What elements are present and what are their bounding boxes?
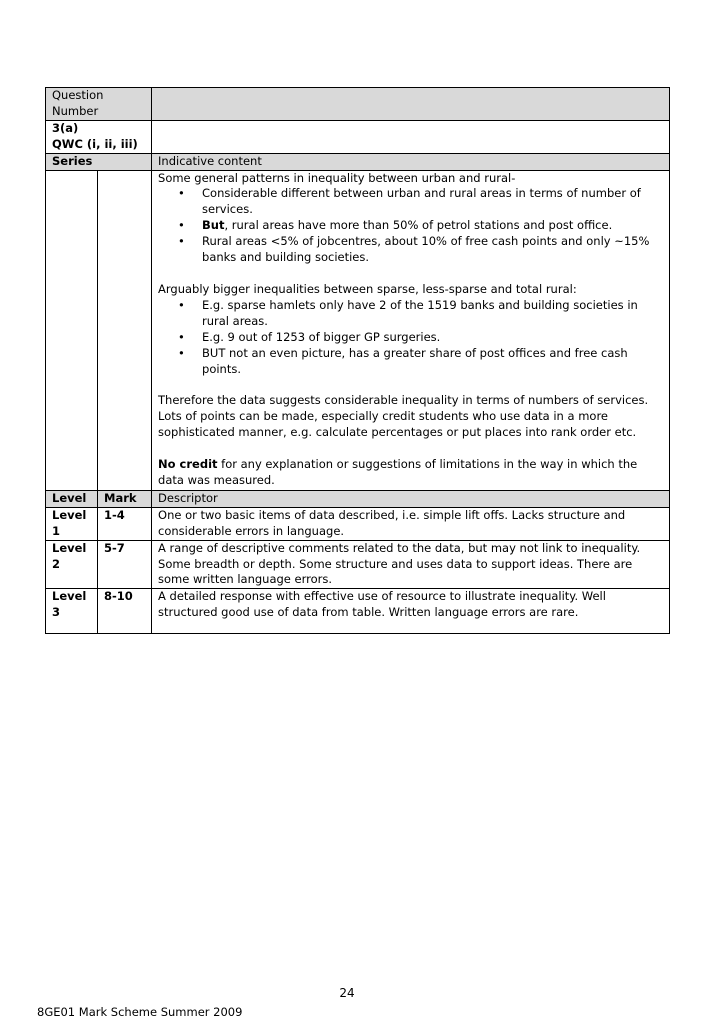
qwc-label: QWC (i, ii, iii) [52,136,138,151]
mark-cell: 1-4 [98,507,152,540]
list-item: • Rural areas <5% of jobcentres, about 10% of free cash points and only ~15% banks and building societies. [178,234,650,265]
level-cell: Level 1 [46,507,98,540]
mark-cell: 5-7 [98,540,152,589]
descriptor-cell: A detailed response with effective use of resource to illustrate inequality. Well structured good use of data from table. Written language errors are rare. [152,589,670,634]
page-number: 24 [339,986,355,1000]
content-row [46,170,670,490]
list-item: • E.g. sparse hamlets only have 2 of the 1519 banks and building societies in rural areas. [178,297,638,328]
list-item: • E.g. 9 out of 1253 of bigger GP surgeries. [178,329,441,344]
list-item: • Considerable different between urban and rural areas in terms of number of services. [178,186,641,217]
descriptor-cell: A range of descriptive comments related to the data, but may not link to inequality. Some breadth or depth. Some structure and uses data to support ideas. There are some written language errors. [152,540,670,589]
list-item: • But, rural areas have more than 50% of petrol stations and post office. [178,218,613,233]
summary-paragraph: Therefore the data suggests considerable inequality in terms of numbers of services. Lots of points can be made, especially credit students who use data in a more sophisticated manner, e.g. calculate percentages or put places into rank order etc. [158,393,649,440]
bullet-list-1 [158,186,663,266]
content-blank-1 [46,170,98,490]
intro-2: Arguably bigger inequalities between sparse, less-sparse and total rural: [158,281,577,296]
indicative-content [152,170,670,490]
table-row [46,507,670,540]
descriptor-cell: One or two basic items of data described, i.e. simple lift offs. Lacks structure and considerable errors in language. [152,507,670,540]
levels-header-row [46,490,670,507]
mark-cell: 8-10 [98,589,152,634]
descriptor-header: Descriptor [152,490,670,507]
question-number-row [46,88,670,121]
intro-1: Some general patterns in inequality between urban and rural- [158,170,516,185]
level-cell: Level 3 [46,589,98,634]
question-number-label: Question Number [46,88,152,121]
list-item: • BUT not an even picture, has a greater share of post offices and free cash points. [178,345,628,376]
level-cell: Level 2 [46,540,98,589]
bullet-list-2 [158,298,663,378]
question-blank [152,120,670,153]
content-blank-2 [98,170,152,490]
table-row [46,540,670,589]
question-row [46,120,670,153]
mark-scheme-table [45,87,670,634]
indicative-label: Indicative content [152,153,670,170]
level-header: Level [46,490,98,507]
footer-code: 8GE01 Mark Scheme Summer 2009 [37,1005,243,1019]
no-credit-paragraph: No credit for any explanation or suggestions of limitations in the way in which the data was measured. [158,457,638,488]
question-id: 3(a) [52,120,79,135]
series-row [46,153,670,170]
question-cell [46,120,152,153]
mark-header: Mark [98,490,152,507]
question-number-blank [152,88,670,121]
series-label: Series [46,153,152,170]
table-row [46,589,670,634]
